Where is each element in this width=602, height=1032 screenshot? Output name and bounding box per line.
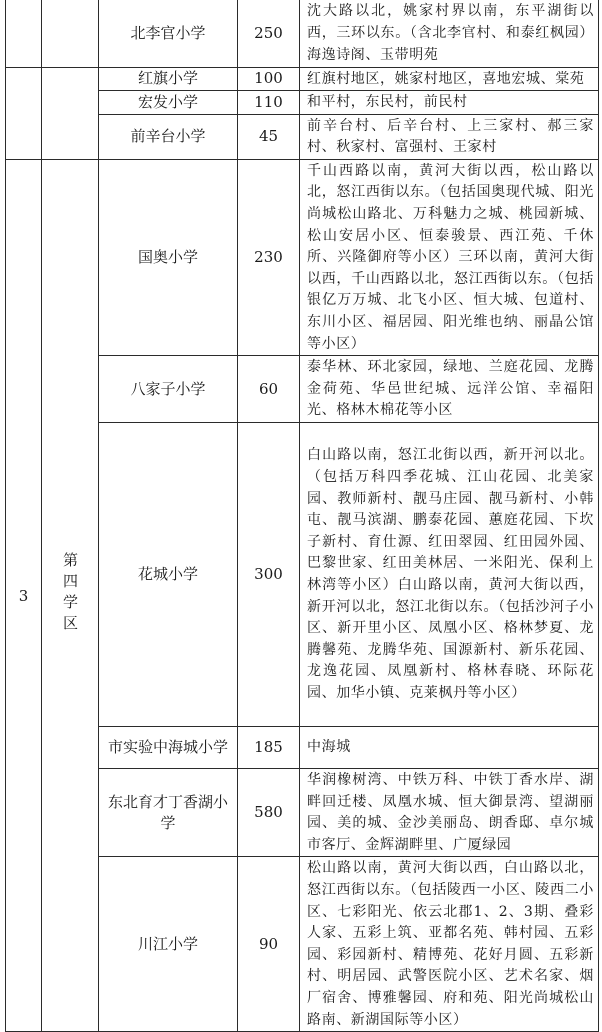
table-row xyxy=(6,0,599,67)
enrollment-area: 红旗村地区，姚家村地区，喜地宏城、棠苑 xyxy=(300,67,599,91)
enrollment-area: 白山路以南，怒江北街以西，新开河以北。（包括万科四季花城、江山花园、北美家园、教师新村、靓马庄园、靓马新村、小韩屯、靓马滨湖、鹏泰花园、蕙庭花园、下坎子新村、育仕源、红田翠园、红田园外园、巴黎世家、红田美林居、一米阳光、保利上林湾等小区）白山路以南，黄河大街以西，新开河以北，怒江北街以东。（包括沙河子小区、新开里小区、凤凰小区、格林梦夏、龙腾馨苑、龙腾华苑、国源新村、新乐花园、龙逸花园、凤凰新村、格林春晓、环际花园、加华小镇、克莱枫丹等小区） xyxy=(300,423,599,727)
district-cell-blank xyxy=(42,0,99,67)
enrollment-area: 中海城 xyxy=(300,727,599,769)
enrollment-area: 华润橡树湾、中铁万科、中铁丁香水岸、湖畔回迁楼、凤凰水城、恒大御景湾、望湖丽园、美的城、金沙美丽岛、朗香邸、卓尔城市客厅、金辉湖畔里、广厦绿园 xyxy=(300,769,599,857)
enrollment-count: 110 xyxy=(238,91,300,115)
table-row xyxy=(6,91,599,115)
district-cell-blank xyxy=(42,91,99,115)
school-name: 花城小学 xyxy=(99,423,238,727)
enrollment-count: 185 xyxy=(238,727,300,769)
enrollment-count: 90 xyxy=(238,857,300,1032)
enrollment-count: 300 xyxy=(238,423,300,727)
school-name: 红旗小学 xyxy=(99,67,238,91)
district-cell-blank xyxy=(42,114,99,159)
school-name: 八家子小学 xyxy=(99,356,238,423)
enrollment-area: 千山西路以南，黄河大街以西，松山路以北，怒江西街以东。（包括国奥现代城、阳光尚城松山路北、万科魅力之城、桃园新城、松山安居小区、恒泰骏景、西江苑、千休所、兴隆御府等小区）三环以南，黄河大街以西，千山西路以北，怒江西街以东。（包括银亿万万城、北飞小区、恒大城、包道村、东川小区、福居园、阳光维也纳、丽晶公馆等小区） xyxy=(300,159,599,355)
district-cell-blank xyxy=(42,67,99,91)
index-cell-blank xyxy=(6,67,42,91)
school-name: 宏发小学 xyxy=(99,91,238,115)
school-name: 东北育才丁香湖小学 xyxy=(99,769,238,857)
enrollment-count: 250 xyxy=(238,0,300,67)
table-row xyxy=(6,114,599,159)
enrollment-count: 580 xyxy=(238,769,300,857)
enrollment-count: 60 xyxy=(238,356,300,423)
enrollment-count: 230 xyxy=(238,159,300,355)
enrollment-count: 45 xyxy=(238,114,300,159)
district-label-text: 第四学区 xyxy=(61,551,79,636)
enrollment-area: 前辛台村、后辛台村、上三家村、郝三家村、秋家村、富强村、王家村 xyxy=(300,114,599,159)
index-cell-blank xyxy=(6,91,42,115)
school-name: 前辛台小学 xyxy=(99,114,238,159)
enrollment-area: 沈大路以北，姚家村界以南，东平湖街以西，三环以东。（含北李官村、和泰红枫园）海逸诗阁、玉带明苑 xyxy=(300,0,599,67)
school-name: 国奥小学 xyxy=(99,159,238,355)
school-name: 市实验中海城小学 xyxy=(99,727,238,769)
group-index: 3 xyxy=(6,159,42,1031)
school-district-table xyxy=(5,0,599,1032)
enrollment-area: 和平村，东民村，前民村 xyxy=(300,91,599,115)
table-row xyxy=(6,67,599,91)
district-label xyxy=(42,159,99,1031)
table-row xyxy=(6,159,599,355)
school-name: 川江小学 xyxy=(99,857,238,1032)
enrollment-area: 松山路以南，黄河大街以西，白山路以北，怒江西街以东。（包括陵西一小区、陵西二小区、七彩阳光、依云北郡1、2、3期、叠彩人家、五彩上筑、亚都名苑、韩村园、五彩园、彩园新村、精博苑、花好月圆、五彩新村、明居园、武警医院小区、艺术名家、烟厂宿舍、博雅馨园、府和苑、阳光尚城松山路南、新湖国际等小区） xyxy=(300,857,599,1032)
index-cell-blank xyxy=(6,0,42,67)
school-name: 北李官小学 xyxy=(99,0,238,67)
index-cell-blank xyxy=(6,114,42,159)
enrollment-count: 100 xyxy=(238,67,300,91)
enrollment-area: 泰华林、环北家园，绿地、兰庭花园、龙腾金荷苑、华邑世纪城、远洋公馆、幸福阳光、格林木棉花等小区 xyxy=(300,356,599,423)
